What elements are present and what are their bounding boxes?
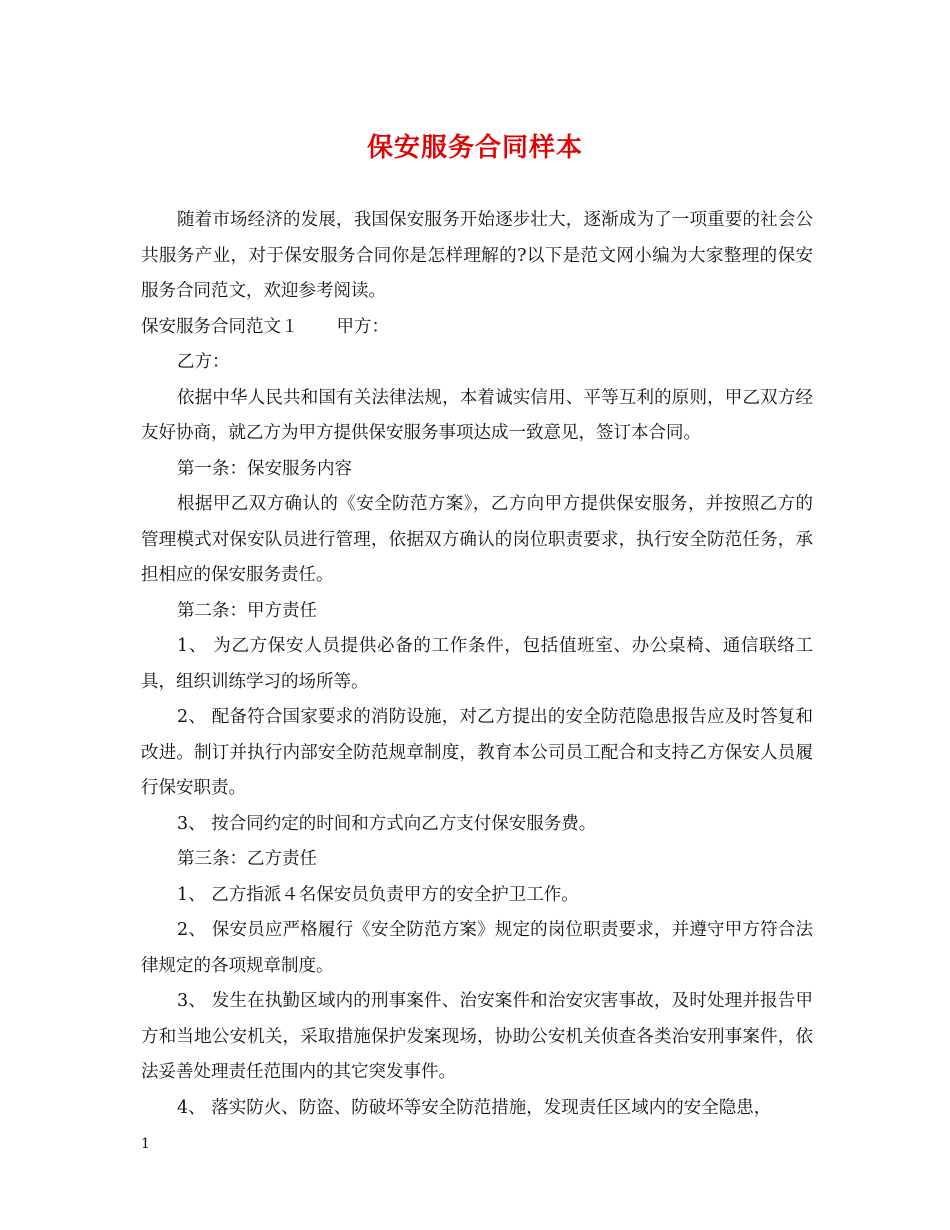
article-1-heading: 第一条：保安服务内容 — [177, 458, 352, 479]
party-a-label: 甲方： — [336, 316, 389, 337]
sample-title-text: 保安服务合同范文１ — [141, 316, 299, 337]
paragraph-preamble: 依据中华人民共和国有关法律法规，本着诚实信用、平等互利的原则，甲乙双方经友好协商，就乙方为甲方提供保安服务事项达成一致意见，签订本合同。 — [141, 387, 813, 443]
document-body — [141, 203, 813, 1126]
article-3-heading: 第三条：乙方责任 — [177, 849, 317, 869]
document-title: 保安服务合同样本 — [366, 133, 583, 163]
article-3-item-3: 3、 发生在执勤区域内的刑事案件、治安案件和治安灾害事故，及时处理并报告甲方和当地公安机关，采取措施保护发案现场，协助公安机关侦查各类治安刑事案件，依法妥善处理责任范围内的其它突发事件。 — [141, 991, 813, 1082]
article-2-item-2: 2、 配备符合国家要求的消防设施，对乙方提出的安全防范隐患报告应及时答复和改进。制订并执行内部安全防范规章制度，教育本公司员工配合和支持乙方保安人员履行保安职责。 — [141, 707, 813, 798]
article-3-item-4: 4、 落实防火、防盗、防破坏等安全防范措施，发现责任区域内的安全隐患， — [177, 1097, 772, 1118]
paragraph-intro: 随着市场经济的发展，我国保安服务开始逐步壮大，逐渐成为了一项重要的社会公共服务产业，对于保安服务合同你是怎样理解的?以下是范文网小编为大家整理的保安服务合同范文，欢迎参考阅读。 — [141, 210, 813, 301]
article-3-item-2: 2、 保安员应严格履行《安全防范方案》规定的岗位职责要求，并遵守甲方符合法律规定的各项规章制度。 — [141, 920, 813, 976]
article-2-heading: 第二条：甲方责任 — [177, 600, 317, 621]
article-2-item-3: 3、 按合同约定的时间和方式向乙方支付保安服务费。 — [177, 813, 597, 834]
article-2-item-1: 1、 为乙方保安人员提供必备的工作条件，包括值班室、办公桌椅、通信联络工具，组织训练学习的场所等。 — [141, 636, 813, 692]
paragraph-sample-title — [141, 310, 813, 346]
paragraph-party-b: 乙方： — [177, 352, 230, 372]
page-number: 1 — [141, 1136, 150, 1152]
article-3-item-1: 1、 乙方指派４名保安员负责甲方的安全护卫工作。 — [177, 884, 579, 905]
article-1-body: 根据甲乙双方确认的《安全防范方案》，乙方向甲方提供保安服务，并按照乙方的管理模式对保安队员进行管理，依据双方确认的岗位职责要求，执行安全防范任务，承担相应的保安服务责任。 — [141, 494, 813, 585]
